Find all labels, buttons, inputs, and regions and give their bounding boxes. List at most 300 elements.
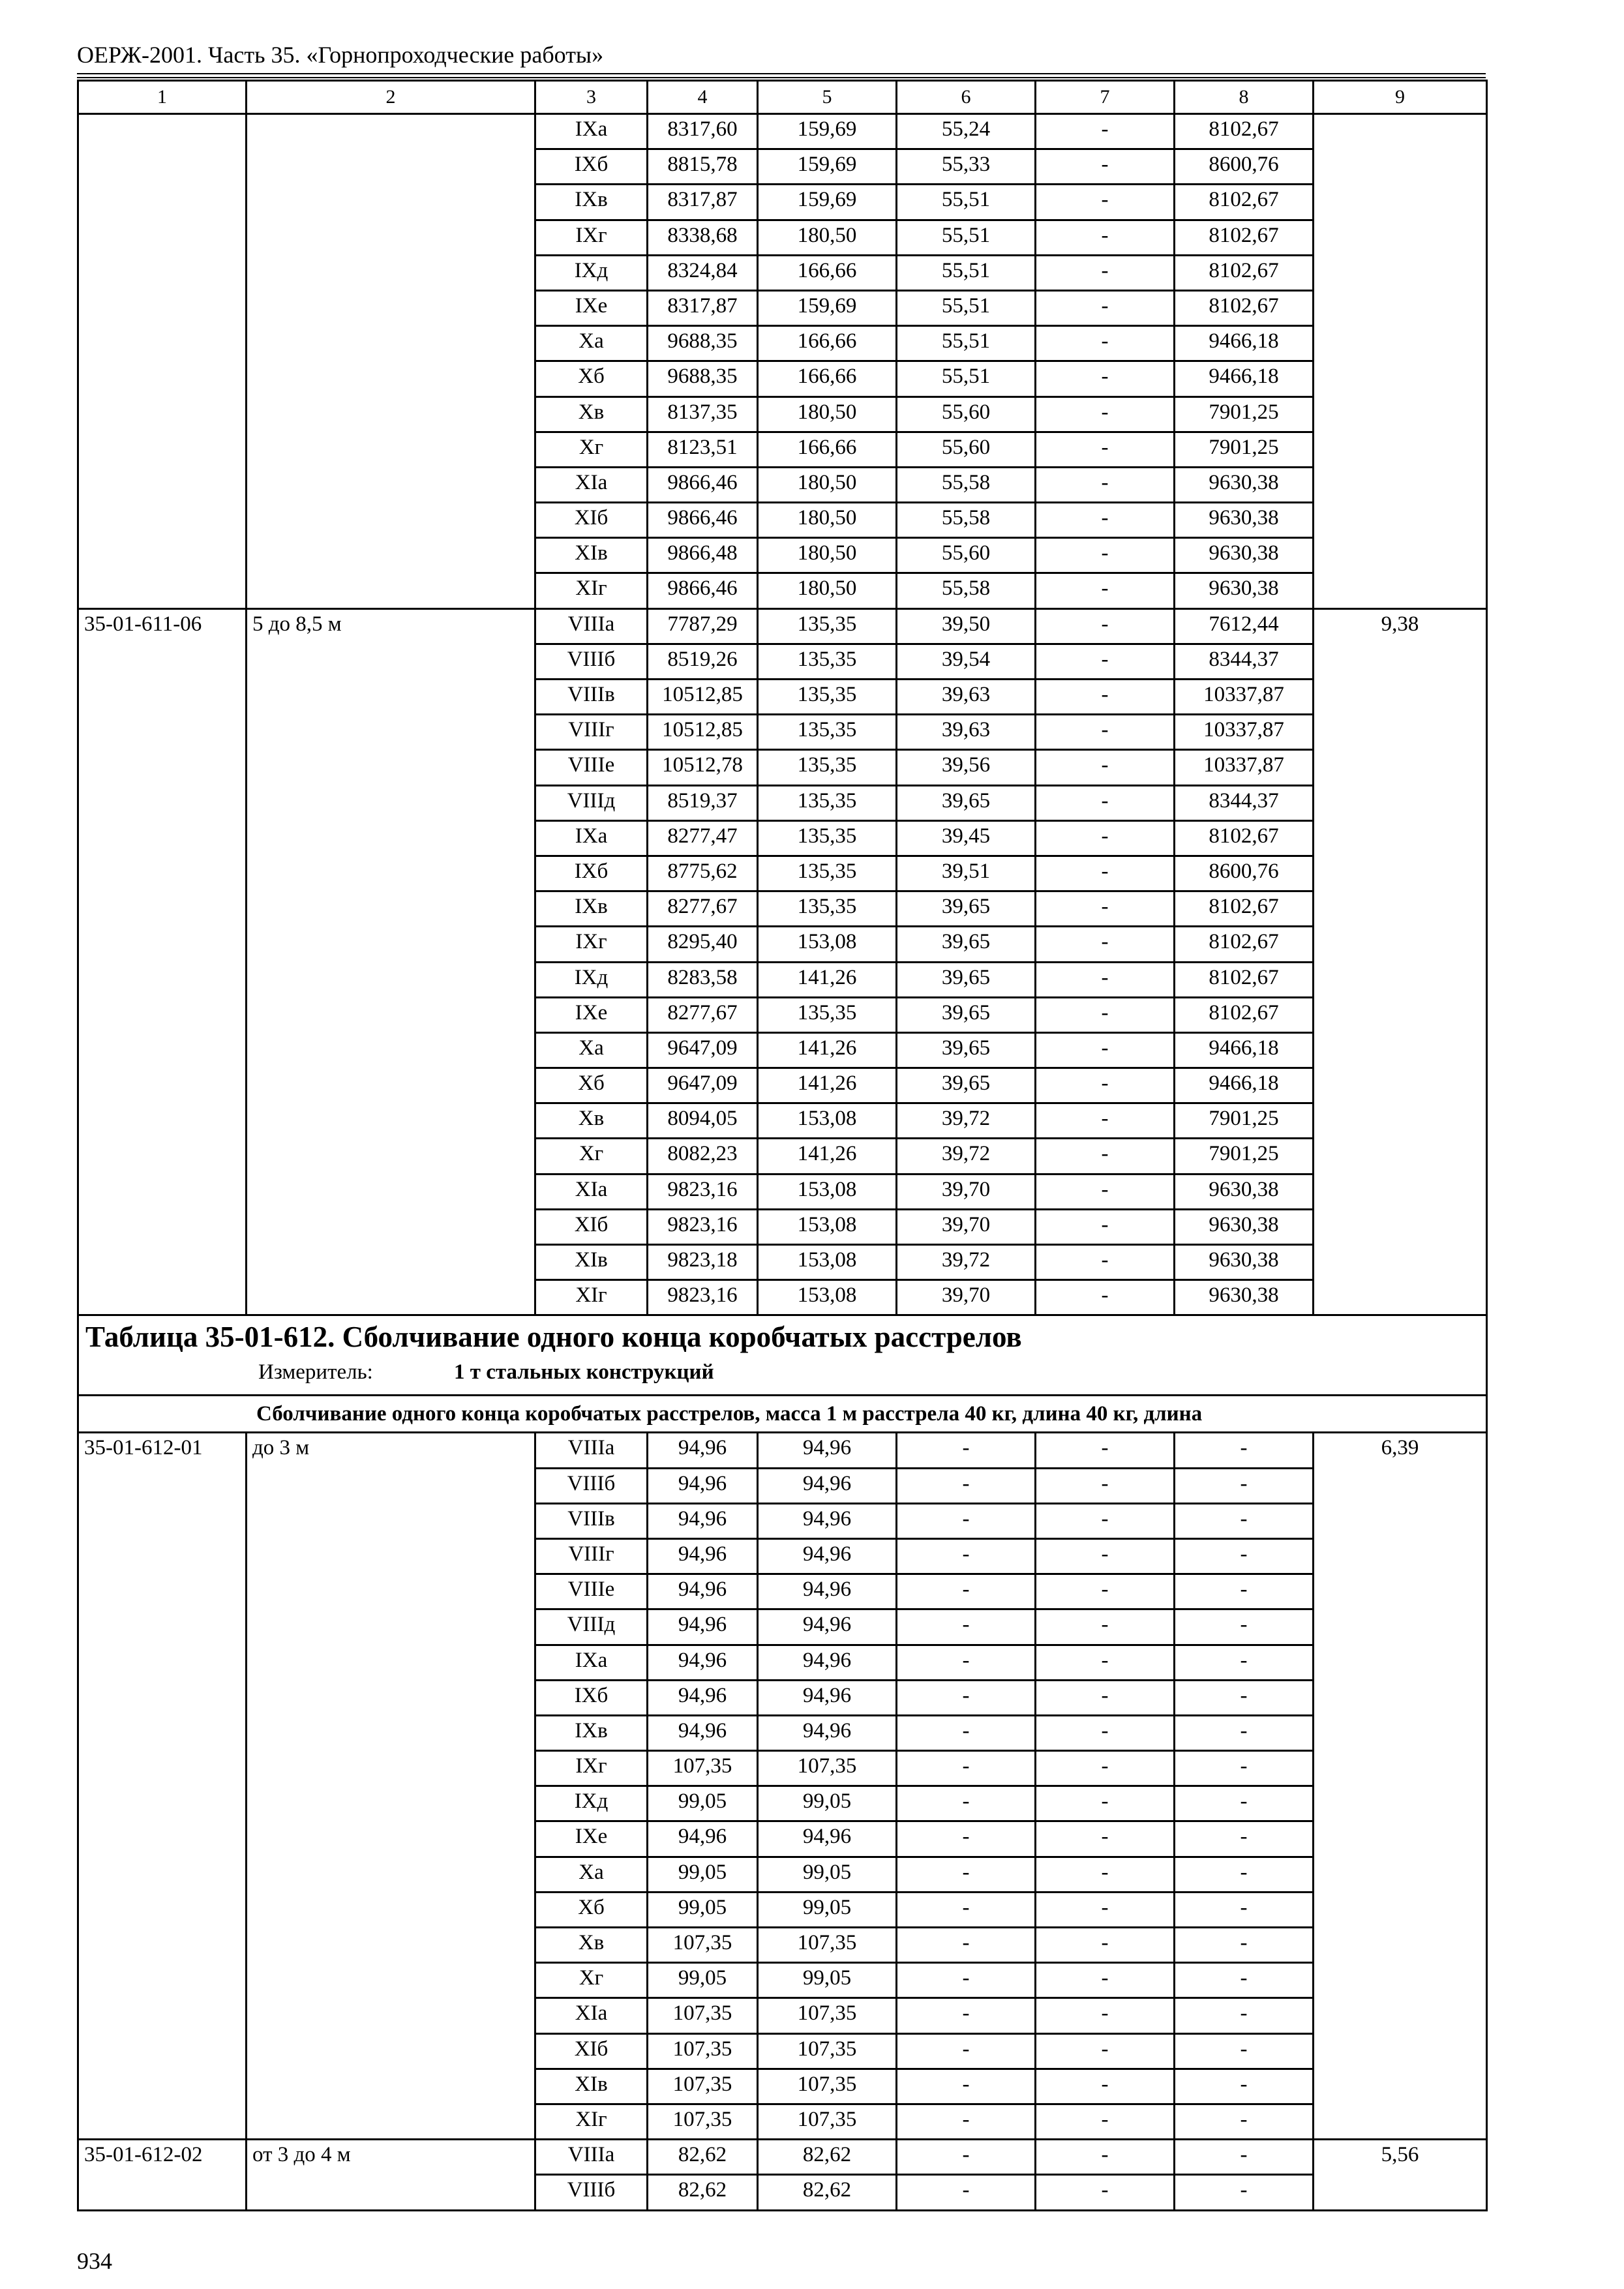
value-cell: 82,62 [758,2175,897,2210]
value-cell: 55,58 [897,573,1036,608]
value-cell: 8317,60 [648,114,758,149]
value-cell: 153,08 [758,1280,897,1315]
zone-cell: Xв [535,1103,648,1139]
value-cell: 8277,47 [648,820,758,856]
value-cell: - [1036,1574,1175,1609]
value-cell: 99,05 [648,1786,758,1821]
value-cell: 8102,67 [1175,891,1314,927]
zone-cell: VIIIа [535,1433,648,1468]
value-cell: 39,72 [897,1103,1036,1139]
zone-cell: IXг [535,1751,648,1786]
value-cell: 8815,78 [648,149,758,185]
value-cell: 94,96 [648,1433,758,1468]
table-row [78,114,1487,149]
value-cell: 55,51 [897,255,1036,290]
value-cell: 135,35 [758,750,897,785]
zone-cell: XIб [535,2033,648,2069]
page-number: 934 [77,2248,112,2274]
zone-cell: XIб [535,1209,648,1244]
value-cell: - [1036,750,1175,785]
value-cell: - [1175,1892,1314,1927]
zone-cell: IXб [535,149,648,185]
value-cell: 135,35 [758,644,897,679]
value-cell: 10337,87 [1175,680,1314,715]
labor-cost [1314,114,1487,609]
value-cell: 141,26 [758,1068,897,1103]
value-cell: 10512,78 [648,750,758,785]
value-cell: 107,35 [648,2033,758,2069]
value-cell: - [1175,1468,1314,1503]
value-cell: 94,96 [758,1680,897,1715]
value-cell: 99,05 [758,1892,897,1927]
zone-cell: XIг [535,573,648,608]
zone-cell: IXе [535,997,648,1032]
value-cell: 99,05 [648,1892,758,1927]
zone-cell: XIг [535,1280,648,1315]
zone-cell: IXб [535,1680,648,1715]
value-cell: 9866,46 [648,573,758,608]
value-cell: 8519,26 [648,644,758,679]
zone-cell: XIа [535,1998,648,2033]
value-cell: 153,08 [758,1174,897,1209]
value-cell: 39,63 [897,715,1036,750]
value-cell: - [1036,1209,1175,1244]
value-cell: 8775,62 [648,856,758,891]
value-cell: - [1036,927,1175,962]
value-cell: 107,35 [648,1928,758,1963]
value-cell: - [1036,1892,1175,1927]
value-cell: - [1175,2069,1314,2104]
zone-cell: VIIIа [535,2140,648,2175]
value-cell: 153,08 [758,1209,897,1244]
table-title: Таблица 35-01-612. Сболчивание одного конца коробчатых расстрелов [85,1321,1022,1354]
value-cell: 107,35 [648,1751,758,1786]
value-cell: 141,26 [758,962,897,997]
value-cell: - [1036,1609,1175,1645]
zone-cell: IXа [535,1645,648,1680]
value-cell: 8283,58 [648,962,758,997]
value-cell: 94,96 [758,1821,897,1857]
value-cell: 9823,16 [648,1280,758,1315]
value-cell: 135,35 [758,785,897,820]
value-cell: - [1175,1786,1314,1821]
value-cell: 55,58 [897,467,1036,502]
value-cell: 94,96 [648,1538,758,1574]
value-cell: 8082,23 [648,1139,758,1174]
zone-cell: VIIIг [535,715,648,750]
value-cell: 8094,05 [648,1103,758,1139]
value-cell: 8600,76 [1175,856,1314,891]
zone-cell: VIIIв [535,680,648,715]
zone-cell: Xв [535,396,648,432]
value-cell: 8295,40 [648,927,758,962]
value-cell: 166,66 [758,326,897,361]
value-cell: 8324,84 [648,255,758,290]
value-cell: - [1036,1963,1175,1998]
work-name [247,114,535,609]
zone-cell: XIг [535,2104,648,2139]
value-cell: 39,65 [897,891,1036,927]
value-cell: - [1036,715,1175,750]
value-cell: 9688,35 [648,326,758,361]
value-cell: 180,50 [758,467,897,502]
zone-cell: XIв [535,2069,648,2104]
value-cell: 55,51 [897,220,1036,255]
value-cell: 39,65 [897,1032,1036,1068]
zone-cell: Xб [535,361,648,396]
value-cell: - [1175,1645,1314,1680]
value-cell: - [1175,1433,1314,1468]
value-cell: 9630,38 [1175,1280,1314,1315]
zone-cell: Xб [535,1068,648,1103]
value-cell: 39,65 [897,927,1036,962]
table-subtitle: Сболчивание одного конца коробчатых расстрелов, масса 1 м расстрела 40 кг, длина 40 кг, длина [78,1396,1487,1433]
value-cell: - [897,1857,1036,1892]
value-cell: 99,05 [648,1963,758,1998]
value-cell: 7787,29 [648,608,758,644]
measure-label: Измеритель: [258,1360,373,1384]
zone-cell: Xг [535,1963,648,1998]
value-cell: 7901,25 [1175,432,1314,467]
value-cell: 94,96 [758,1645,897,1680]
value-cell: 9466,18 [1175,1032,1314,1068]
value-cell: - [1036,1032,1175,1068]
value-cell: 39,54 [897,644,1036,679]
value-cell: 107,35 [758,2104,897,2139]
value-cell: 9466,18 [1175,1068,1314,1103]
value-cell: - [1036,1245,1175,1280]
value-cell: 39,70 [897,1209,1036,1244]
value-cell: 8317,87 [648,185,758,220]
zone-cell: VIIIа [535,608,648,644]
value-cell: - [1036,891,1175,927]
value-cell: 135,35 [758,820,897,856]
zone-cell: IXа [535,820,648,856]
zone-cell: IXд [535,962,648,997]
value-cell: - [1036,2140,1175,2175]
column-number: 9 [1314,81,1487,114]
zone-cell: VIIIг [535,1538,648,1574]
value-cell: - [1036,2069,1175,2104]
value-cell: 180,50 [758,538,897,573]
zone-cell: IXе [535,290,648,325]
zone-cell: XIв [535,1245,648,1280]
value-cell: 159,69 [758,185,897,220]
zone-cell: IXд [535,1786,648,1821]
zone-cell: VIIIб [535,644,648,679]
zone-cell: IXв [535,185,648,220]
value-cell: 39,65 [897,997,1036,1032]
value-cell: 94,96 [758,1538,897,1574]
value-cell: - [1036,1928,1175,1963]
value-cell: 94,96 [648,1468,758,1503]
value-cell: 8102,67 [1175,962,1314,997]
value-cell: - [1036,785,1175,820]
value-cell: 107,35 [648,2069,758,2104]
value-cell: 10512,85 [648,680,758,715]
value-cell: 8102,67 [1175,255,1314,290]
value-cell: 8344,37 [1175,644,1314,679]
zone-cell: VIIIв [535,1503,648,1538]
value-cell: - [897,1963,1036,1998]
value-cell: 82,62 [648,2175,758,2210]
value-cell: - [1036,1998,1175,2033]
value-cell: - [1036,1751,1175,1786]
value-cell: 166,66 [758,432,897,467]
value-cell: 8102,67 [1175,220,1314,255]
value-cell: - [1036,1538,1175,1574]
value-cell: 9688,35 [648,361,758,396]
value-cell: - [1036,2175,1175,2210]
value-cell: - [1036,290,1175,325]
zone-cell: IXг [535,220,648,255]
value-cell: 107,35 [648,2104,758,2139]
value-cell: - [897,1928,1036,1963]
measure-value: 1 т стальных конструкций [454,1360,714,1384]
value-cell: 94,96 [758,1433,897,1468]
value-cell: 135,35 [758,997,897,1032]
value-cell: 10337,87 [1175,750,1314,785]
value-cell: - [897,1751,1036,1786]
value-cell: 55,51 [897,361,1036,396]
value-cell: - [1036,255,1175,290]
header-rule [77,73,1486,74]
value-cell: 9866,46 [648,503,758,538]
resource-code [78,114,247,609]
value-cell: - [897,1998,1036,2033]
value-cell: - [897,2104,1036,2139]
labor-cost: 5,56 [1314,2140,1487,2210]
value-cell: - [897,1503,1036,1538]
value-cell: 8102,67 [1175,290,1314,325]
value-cell: - [1036,1715,1175,1750]
value-cell: 159,69 [758,290,897,325]
column-number: 2 [247,81,535,114]
value-cell: - [897,1609,1036,1645]
value-cell: 159,69 [758,114,897,149]
value-cell: 94,96 [648,1821,758,1857]
value-cell: 8344,37 [1175,785,1314,820]
measure [85,1358,1486,1386]
value-cell: - [1036,820,1175,856]
value-cell: 8102,67 [1175,997,1314,1032]
value-cell: - [1036,467,1175,502]
value-cell: 7901,25 [1175,396,1314,432]
value-cell: - [897,1468,1036,1503]
value-cell: 7612,44 [1175,608,1314,644]
value-cell: 94,96 [648,1609,758,1645]
column-number: 3 [535,81,648,114]
value-cell: 153,08 [758,1103,897,1139]
value-cell: 94,96 [758,1715,897,1750]
value-cell: 8600,76 [1175,149,1314,185]
value-cell: - [897,1821,1036,1857]
value-cell: 107,35 [648,1998,758,2033]
value-cell: - [1036,1174,1175,1209]
value-cell: 107,35 [758,1998,897,2033]
value-cell: 55,51 [897,326,1036,361]
value-cell: 7901,25 [1175,1103,1314,1139]
value-cell: 55,60 [897,432,1036,467]
value-cell: - [1175,1751,1314,1786]
value-cell: 135,35 [758,680,897,715]
column-numbers-row [78,81,1487,114]
value-cell: 8277,67 [648,891,758,927]
value-cell: 39,65 [897,785,1036,820]
value-cell: 39,56 [897,750,1036,785]
value-cell: 8317,87 [648,290,758,325]
value-cell: 39,65 [897,1068,1036,1103]
value-cell: - [897,1574,1036,1609]
zone-cell: VIIIб [535,2175,648,2210]
value-cell: 159,69 [758,149,897,185]
value-cell: 9466,18 [1175,361,1314,396]
zone-cell: IXв [535,1715,648,1750]
zone-cell: IXг [535,927,648,962]
value-cell: - [1036,538,1175,573]
value-cell: - [1036,2033,1175,2069]
value-cell: 9866,48 [648,538,758,573]
value-cell: 166,66 [758,361,897,396]
work-name: 5 до 8,5 м [247,608,535,1315]
value-cell: - [897,2069,1036,2104]
value-cell: - [1036,1139,1175,1174]
value-cell: 55,51 [897,290,1036,325]
value-cell: - [1036,1503,1175,1538]
zone-cell: VIIIб [535,1468,648,1503]
value-cell: - [1036,1645,1175,1680]
value-cell: - [1036,1433,1175,1468]
value-cell: 9630,38 [1175,573,1314,608]
value-cell: - [1036,1280,1175,1315]
value-cell: 8277,67 [648,997,758,1032]
value-cell: 107,35 [758,1928,897,1963]
value-cell: 55,24 [897,114,1036,149]
value-cell: 107,35 [758,2069,897,2104]
table-subtitle-row [78,1396,1487,1433]
value-cell: - [1036,149,1175,185]
value-cell: - [1036,1857,1175,1892]
value-cell: 39,72 [897,1139,1036,1174]
value-cell: 107,35 [758,1751,897,1786]
value-cell: 82,62 [758,2140,897,2175]
value-cell: 9630,38 [1175,1245,1314,1280]
value-cell: - [1175,1821,1314,1857]
value-cell: 94,96 [648,1680,758,1715]
value-cell: 39,45 [897,820,1036,856]
value-cell: - [1175,1538,1314,1574]
value-cell: 8123,51 [648,432,758,467]
value-cell: 9466,18 [1175,326,1314,361]
value-cell: - [1036,361,1175,396]
zone-cell: VIIIе [535,750,648,785]
value-cell: 94,96 [758,1609,897,1645]
value-cell: - [897,2033,1036,2069]
value-cell: - [1036,326,1175,361]
value-cell: 99,05 [758,1857,897,1892]
value-cell: - [1036,680,1175,715]
value-cell: - [897,1538,1036,1574]
value-cell: 55,33 [897,149,1036,185]
value-cell: 82,62 [648,2140,758,2175]
value-cell: - [1036,962,1175,997]
zone-cell: XIа [535,1174,648,1209]
value-cell: 7901,25 [1175,1139,1314,1174]
value-cell: 107,35 [758,2033,897,2069]
value-cell: - [1175,1998,1314,2033]
table-row [78,2140,1487,2175]
value-cell: - [1175,2175,1314,2210]
resource-code: 35-01-612-01 [78,1433,247,2140]
value-cell: 135,35 [758,608,897,644]
value-cell: 166,66 [758,255,897,290]
value-cell: 55,60 [897,538,1036,573]
value-cell: 39,65 [897,962,1036,997]
zone-cell: Xа [535,1857,648,1892]
value-cell: 153,08 [758,1245,897,1280]
value-cell: 135,35 [758,891,897,927]
value-cell: - [1036,1103,1175,1139]
value-cell: 8338,68 [648,220,758,255]
value-cell: - [1036,220,1175,255]
value-cell: 9823,16 [648,1174,758,1209]
value-cell: - [897,1645,1036,1680]
value-cell: 141,26 [758,1032,897,1068]
value-cell: - [1036,2104,1175,2139]
value-cell: 10337,87 [1175,715,1314,750]
value-cell: 99,05 [758,1786,897,1821]
zone-cell: IXе [535,1821,648,1857]
column-number: 5 [758,81,897,114]
value-cell: - [1175,1928,1314,1963]
value-cell: - [1036,503,1175,538]
value-cell: - [1175,1574,1314,1609]
value-cell: 10512,85 [648,715,758,750]
value-cell: 39,63 [897,680,1036,715]
value-cell: - [1036,1786,1175,1821]
zone-cell: Xб [535,1892,648,1927]
value-cell: 135,35 [758,715,897,750]
labor-cost: 6,39 [1314,1433,1487,2140]
value-cell: 94,96 [648,1645,758,1680]
zone-cell: Xв [535,1928,648,1963]
value-cell: - [1175,1503,1314,1538]
zone-cell: XIб [535,503,648,538]
table-row [78,608,1487,644]
value-cell: 9630,38 [1175,1209,1314,1244]
value-cell: - [1175,2140,1314,2175]
value-cell: - [897,2140,1036,2175]
rates-table [77,80,1488,2211]
value-cell: - [1175,1609,1314,1645]
column-number: 6 [897,81,1036,114]
value-cell: - [897,2175,1036,2210]
value-cell: 153,08 [758,927,897,962]
value-cell: 99,05 [648,1857,758,1892]
zone-cell: VIIIд [535,785,648,820]
zone-cell: Xа [535,1032,648,1068]
value-cell: 9866,46 [648,467,758,502]
zone-cell: IXа [535,114,648,149]
zone-cell: Xа [535,326,648,361]
value-cell: - [1036,432,1175,467]
zone-cell: VIIIд [535,1609,648,1645]
value-cell: - [1036,573,1175,608]
value-cell: - [1175,2033,1314,2069]
value-cell: 8102,67 [1175,820,1314,856]
value-cell: - [1175,1680,1314,1715]
value-cell: - [1036,185,1175,220]
